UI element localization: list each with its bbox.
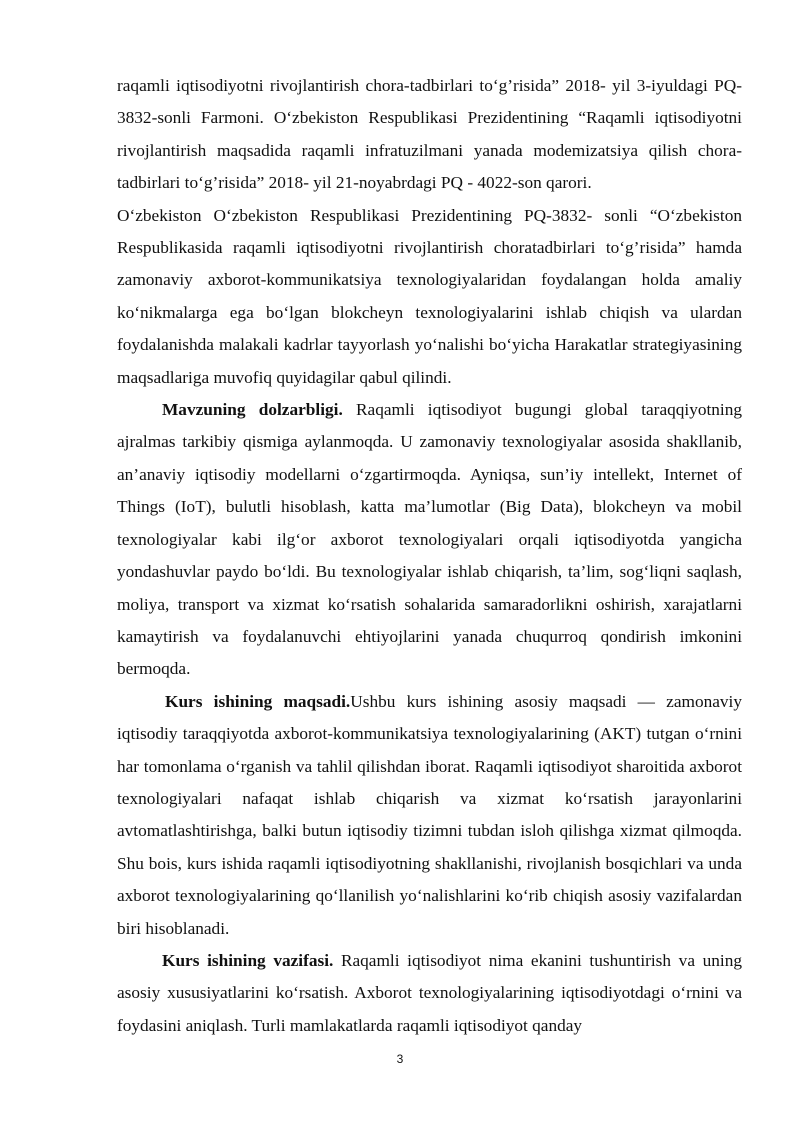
page-number: 3 [396, 1052, 404, 1066]
paragraph-goal [117, 686, 742, 945]
paragraph-text: Raqamli iqtisodiyot bugungi global taraqqiyotning ajralmas tarkibiy qismiga aylanmoqda. U zamonaviy texnologiyalar asosida shakllanib, an’anaviy iqtisodiy modellarni o‘zgartirmoqda. Ayniqsa, sun’iy intellekt, Internet of Things (IoT), bulutli hisoblash, katta ma’lumotlar (Big Data), blokcheyn va mobil texnologiyalar kabi ilg‘or axborot texnologiyalari orqali iqtisodiyotda yangicha yondashuvlar paydo bo‘ldi. Bu texnologiyalar ishlab chiqarish, ta’lim, sog‘liqni saqlash, moliya, transport va xizmat ko‘rsatish sohalarida samaradorlikni oshirish, xarajatlarni kamaytirish va foydalanuvchi ehtiyojlarini yanada chuqurroq qondirish imkonini bermoqda. [117, 400, 742, 679]
paragraph-1 [117, 70, 742, 200]
paragraph-text: O‘zbekiston O‘zbekiston Respublikasi Prezidentining PQ-3832- sonli “O‘zbekiston Respublikasida raqamli iqtisodiyotni rivojlantirish choratadbirlari to‘g’risida” hamda zamonaviy axborot-kommunikatsiya texnologiyalaridan foydalangan holda amaliy ko‘nikmalarga ega bo‘lgan blokcheyn texnologiyalarini ishlab chiqish va ulardan foydalanishda malakali kadrlar tayyorlash yo‘nalishi bo‘yicha Harakatlar strategiyasining maqsadlariga muvofiq quyidagilar qabul qilindi. [117, 205, 742, 387]
section-heading-goal: Kurs ishining maqsadi. [165, 691, 351, 711]
paragraph-2 [117, 200, 742, 394]
section-heading-tasks: Kurs ishining vazifasi. [162, 950, 334, 970]
paragraph-text: raqamli iqtisodiyotni rivojlantirish chora-tadbirlari to‘g’risida” 2018- yil 3-iyuldagi PQ- 3832-sonli Farmoni. O‘zbekiston Respublikasi Prezidentining “Raqamli iqtisodiyotni rivojlantirish maqsadida raqamli infratuzilmani yanada modemizatsiya qilish chora-tadbirlari to‘g’risida” 2018- yil 21-noyabrdagi PQ - 4022-son qarori. [117, 76, 742, 193]
paragraph-text: Ushbu kurs ishining asosiy maqsadi — zamonaviy iqtisodiy taraqqiyotda axborot-kommunikatsiya texnologiyalarining (AKT) tutgan o‘rnini har tomonlama o‘rganish va tahlil qilishdan iborat. Raqamli iqtisodiyot sharoitida axborot texnologiyalari nafaqat ishlab chiqarish va xizmat ko‘rsatish jarayonlarini avtomatlashtirishga, balki butun iqtisodiy tizimni tubdan isloh qilishga xizmat qilmoqda. Shu bois, kurs ishida raqamli iqtisodiyotning shakllanishi, rivojlanish bosqichlari va unda axborot texnologiyalarining qo‘llanilish yo‘nalishlarini ko‘rib chiqish asosiy vazifalardan biri hisoblanadi. [117, 691, 742, 938]
section-heading-relevance: Mavzuning dolzarbligi. [162, 400, 343, 420]
document-body [117, 70, 742, 1042]
paragraph-relevance [117, 394, 742, 686]
paragraph-tasks [117, 945, 742, 1042]
paragraph-text: Raqamli iqtisodiyot nima ekanini tushuntirish va uning asosiy xususiyatlarini ko‘rsatish. Axborot texnologiyalarining iqtisodiyotdagi o‘rnini va foydasini aniqlash. Turli mamlakatlarda raqamli iqtisodiyot qanday [117, 950, 743, 1035]
